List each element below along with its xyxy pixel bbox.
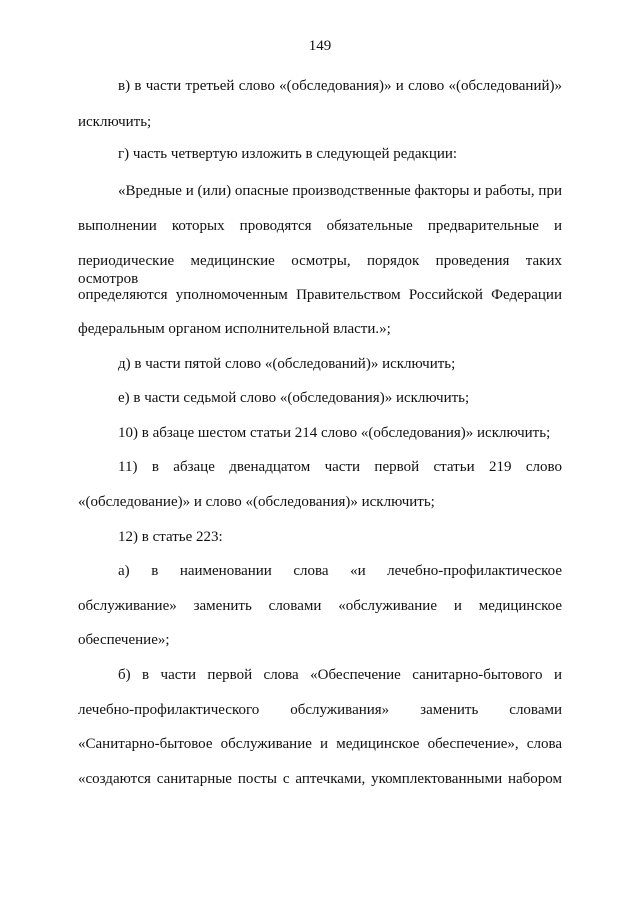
text-line: обслуживание» заменить словами «обслуживание и медицинское — [78, 598, 562, 614]
text-line: обеспечение»; — [78, 632, 170, 648]
text-line: федеральным органом исполнительной власти.»; — [78, 321, 391, 337]
text-line: исключить; — [78, 114, 152, 130]
text-line: лечебно-профилактического обслуживания» заменить словами — [78, 702, 562, 718]
text-line: 10) в абзаце шестом статьи 214 слово «(обследования)» исключить; — [118, 425, 551, 441]
text-line: 12) в статье 223: — [118, 529, 223, 545]
text-line: а) в наименовании слова «и лечебно-профилактическое — [118, 563, 562, 579]
text-line: «Вредные и (или) опасные производственные факторы и работы, при — [118, 183, 562, 199]
text-line: 11) в абзаце двенадцатом части первой статьи 219 слово — [118, 459, 562, 475]
text-line: определяются уполномоченным Правительством Российской Федерации — [78, 287, 562, 303]
text-line: периодические медицинские осмотры, порядок проведения таких осмотров — [78, 253, 562, 287]
text-line: «(обследование)» и слово «(обследования)» исключить; — [78, 494, 435, 510]
text-line: выполнении которых проводятся обязательные предварительные и — [78, 218, 562, 234]
text-line: «создаются санитарные посты с аптечками, укомплектованными набором — [78, 771, 562, 787]
page-number: 149 — [308, 38, 332, 54]
text-line: б) в части первой слова «Обеспечение санитарно-бытового и — [118, 667, 562, 683]
text-line: г) часть четвертую изложить в следующей редакции: — [118, 146, 458, 162]
text-line: е) в части седьмой слово «(обследования)» исключить; — [118, 390, 470, 406]
text-line: в) в части третьей слово «(обследования)» и слово «(обследований)» — [118, 78, 562, 94]
text-line: д) в части пятой слово «(обследований)» исключить; — [118, 356, 456, 372]
text-line: «Санитарно-бытовое обслуживание и медицинское обеспечение», слова — [78, 736, 562, 752]
